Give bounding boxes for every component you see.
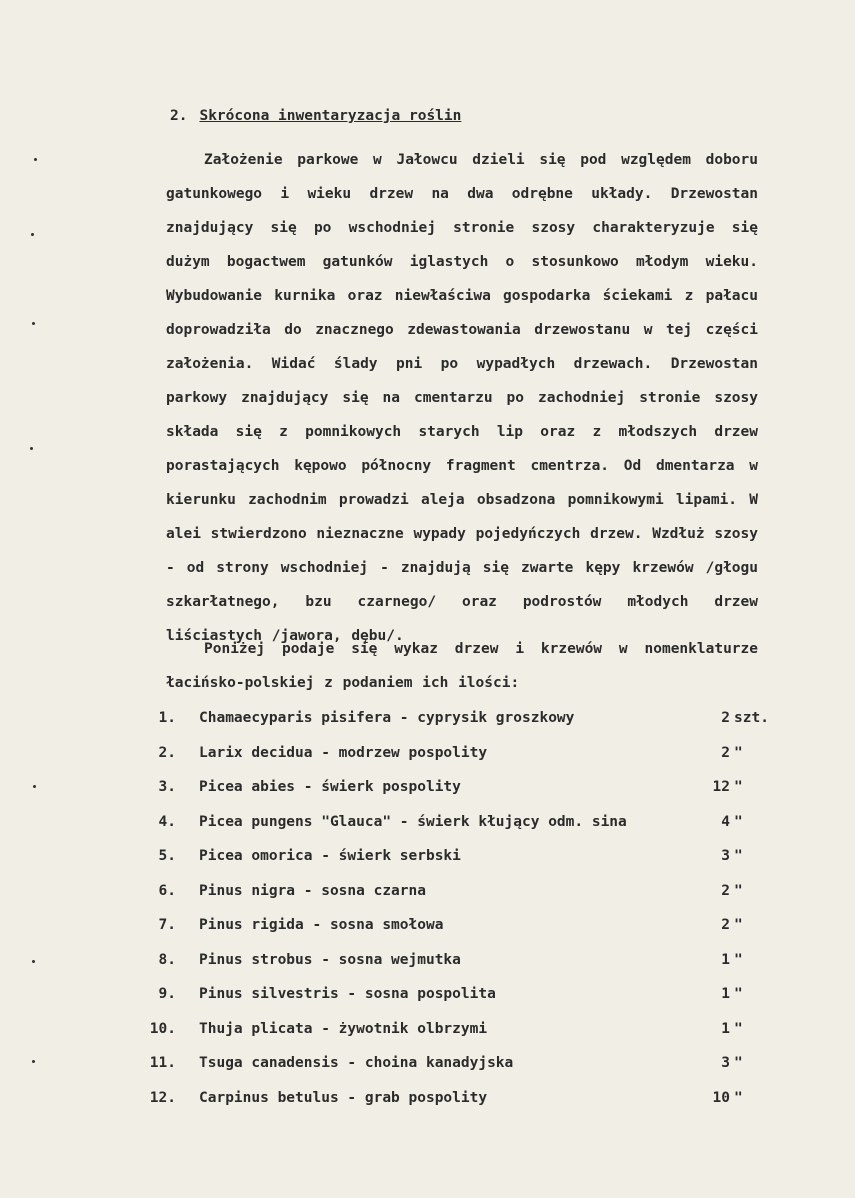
margin-mark (33, 785, 36, 788)
plant-name: Picea abies - świerk pospolity (199, 779, 461, 795)
paragraph-list-intro: Poniżej podaje się wykaz drzew i krzewów w nomenklaturze łacińsko-polskiej z podaniem ich ilości: (166, 641, 758, 691)
plant-number: 5. (158, 848, 176, 864)
plant-unit: " (734, 917, 743, 933)
plant-name: Chamaecyparis pisifera - cyprysik groszkowy (199, 710, 575, 726)
plant-row (0, 779, 855, 799)
plant-quantity: 1 (721, 951, 730, 968)
plant-name: Pinus silvestris - sosna pospolita (199, 986, 496, 1002)
plant-number: 11. (149, 1055, 176, 1071)
section-heading (170, 108, 461, 124)
plant-quantity: 2 (721, 744, 730, 761)
plant-name: Pinus nigra - sosna czarna (199, 882, 426, 899)
section-title: Skrócona inwentaryzacja roślin (199, 108, 462, 124)
plant-unit: " (734, 882, 743, 899)
plant-name: Thuja plicata - żywotnik olbrzymi (199, 1020, 488, 1037)
plant-number: 10. (149, 1020, 176, 1037)
margin-mark (32, 1060, 35, 1063)
plant-name: Picea omorica - świerk serbski (199, 848, 461, 864)
plant-unit: " (734, 813, 743, 830)
plant-unit: " (734, 744, 743, 761)
plant-quantity: 2 (721, 917, 730, 933)
plant-unit: " (734, 951, 743, 968)
plant-unit: szt. (734, 710, 769, 726)
plant-name: Pinus strobus - sosna wejmutka (199, 951, 461, 968)
section-number: 2. (170, 108, 188, 124)
plant-quantity: 3 (721, 848, 730, 864)
plant-row (0, 1090, 855, 1110)
plant-row (0, 848, 855, 868)
plant-quantity: 3 (721, 1055, 730, 1071)
plant-number: 8. (158, 951, 176, 968)
margin-mark (31, 233, 34, 236)
plant-name: Tsuga canadensis - choina kanadyjska (199, 1055, 514, 1071)
plant-quantity: 1 (721, 986, 730, 1002)
plant-number: 9. (158, 986, 176, 1002)
plant-number: 7. (158, 917, 176, 933)
plant-quantity: 1 (721, 1020, 730, 1037)
plant-row (0, 814, 855, 834)
paragraph-park-description: Założenie parkowe w Jałowcu dzieli się pod względem doboru gatunkowego i wieku drzew na dwa odrębne układy. Drzewostan znajdujący się po wschodniej stronie szosy charakteryzuje się dużym bogactwem gatunków iglastych o stosunkowo młodym wieku. Wybudowanie kurnika oraz niewłaściwa gospodarka ściekami z pałacu doprowadziła do znacznego zdewastowania drzewostanu w tej części założenia. Widać ślady pni po wypadłych drzewach. Drzewostan parkowy znajdujący się na cmentarzu po zachodniej stronie szosy składa się z pomnikowych starych lip oraz z młodszych drzew porastających kępowo północny fragment cmentrza. Od dmentarza w kierunku zachodnim prowadzi aleja obsadzona pomnikowymi lipami. W alei stwierdzono nieznaczne wypady pojedyńczych drzew. Wzdłuż szosy - od strony wschodniej - znajdują się zwarte kępy krzewów /głogu szkarłatnego, bzu czarnego/ oraz podrostów młodych drzew liściastych /jawora, dębu/. (166, 152, 758, 644)
plant-unit: " (734, 1089, 743, 1106)
margin-mark (30, 447, 33, 450)
plant-row (0, 952, 855, 972)
plant-unit: " (734, 986, 743, 1002)
plant-unit: " (734, 1020, 743, 1037)
plant-quantity: 12 (712, 779, 730, 795)
plant-quantity: 2 (721, 882, 730, 899)
plant-unit: " (734, 848, 743, 864)
plant-quantity: 4 (721, 813, 730, 830)
plant-unit: " (734, 779, 743, 795)
plant-row (0, 883, 855, 903)
plant-quantity: 10 (712, 1089, 730, 1106)
plant-number: 4. (158, 813, 176, 830)
plant-row (0, 1055, 855, 1075)
plant-number: 2. (158, 744, 176, 761)
margin-mark (32, 960, 35, 963)
plant-row (0, 710, 855, 730)
margin-mark (32, 322, 35, 325)
plant-name: Carpinus betulus - grab pospolity (199, 1089, 488, 1106)
plant-row (0, 745, 855, 765)
plant-number: 1. (158, 710, 176, 726)
plant-number: 3. (158, 779, 176, 795)
plant-row (0, 1021, 855, 1041)
plant-name: Pinus rigida - sosna smołowa (199, 917, 444, 933)
plant-name: Larix decidua - modrzew pospolity (199, 744, 488, 761)
plant-row (0, 917, 855, 937)
plant-name: Picea pungens "Glauca" - świerk kłujący odm. sina (199, 813, 627, 830)
plant-number: 12. (149, 1089, 176, 1106)
plant-number: 6. (158, 882, 176, 899)
plant-quantity: 2 (721, 710, 730, 726)
plant-row (0, 986, 855, 1006)
plant-unit: " (734, 1055, 743, 1071)
margin-mark (34, 158, 37, 161)
